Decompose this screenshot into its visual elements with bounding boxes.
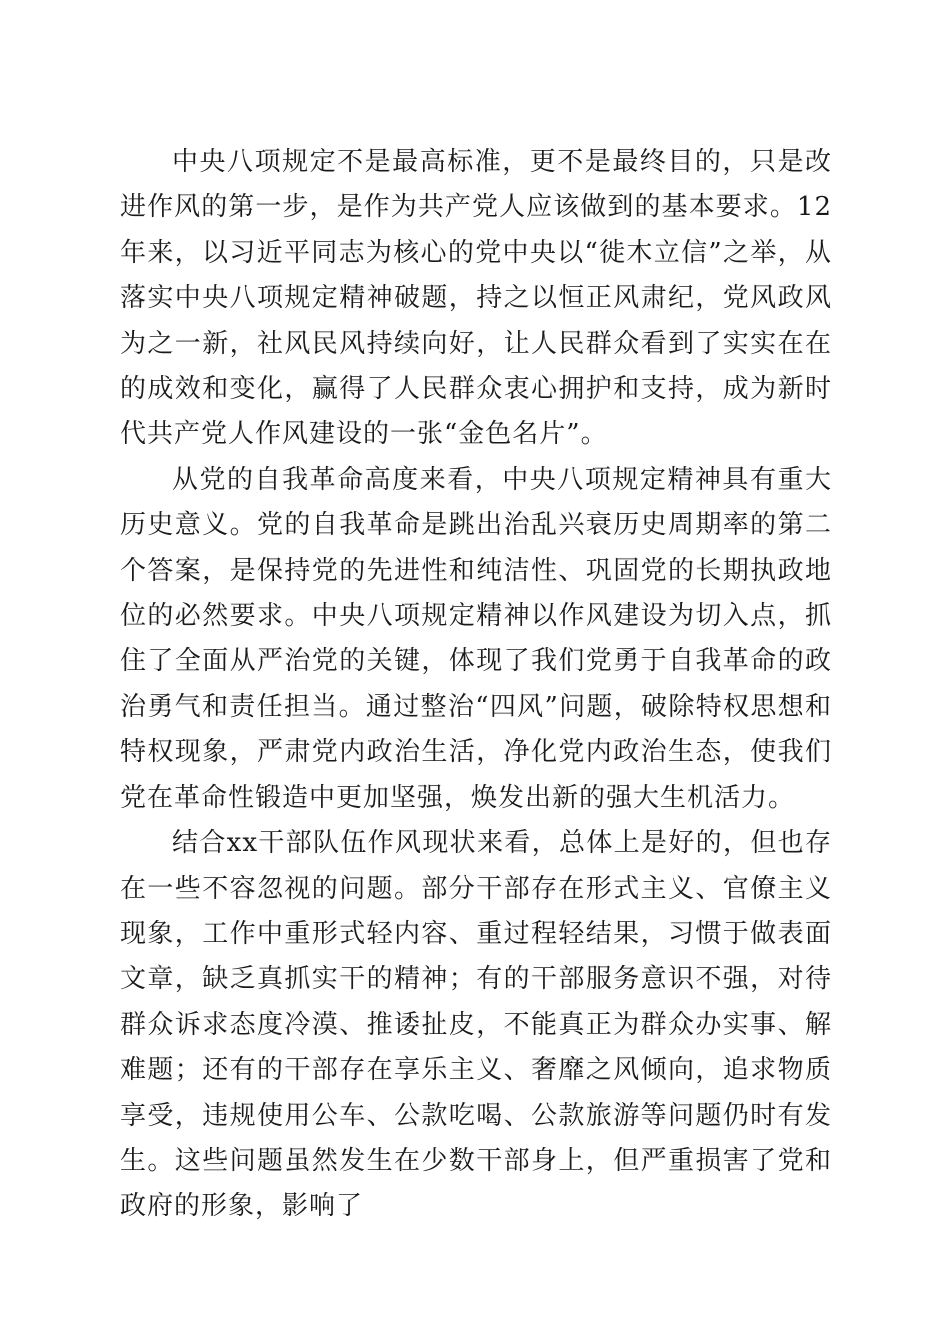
paragraph-3: 结合xx干部队伍作风现状来看，总体上是好的，但也存在一些不容忽视的问题。部分干部存在形式主义、官僚主义现象，工作中重形式轻内容、重过程轻结果，习惯于做表面文章，缺乏真抓实干的精神；有的干部服务意识不强，对待群众诉求态度冷漠、推诿扯皮，不能真正为群众办实事、解难题；还有的干部存在享乐主义、奢靡之风倾向，追求物质享受，违规使用公车、公款吃喝、公款旅游等问题仍时有发生。这些问题虽然发生在少数干部身上，但严重损害了党和政府的形象，影响了 — [120, 828, 832, 1222]
paragraph-2: 从党的自我革命高度来看，中央八项规定精神具有重大历史意义。党的自我革命是跳出治乱兴衰历史周期率的第二个答案，是保持党的先进性和纯洁性、巩固党的长期执政地位的必然要求。中央八项规定精神以作风建设为切入点，抓住了全面从严治党的关键，体现了我们党勇于自我革命的政治勇气和责任担当。通过整治“四风”问题，破除特权思想和特权现象，严肃党内政治生活，净化党内政治生态，使我们党在革命性锻造中更加坚强，焕发出新的强大生机活力。 — [120, 464, 832, 813]
paragraph-1: 中央八项规定不是最高标准，更不是最终目的，只是改进作风的第一步，是作为共产党人应该做到的基本要求。12年来，以习近平同志为核心的党中央以“徙木立信”之举，从落实中央八项规定精神破题，持之以恒正风肃纪，党风政风为之一新，社风民风持续向好，让人民群众看到了实实在在的成效和变化，赢得了人民群众衷心拥护和支持，成为新时代共产党人作风建设的一张“金色名片”。 — [120, 147, 832, 450]
document-body — [120, 140, 832, 1230]
